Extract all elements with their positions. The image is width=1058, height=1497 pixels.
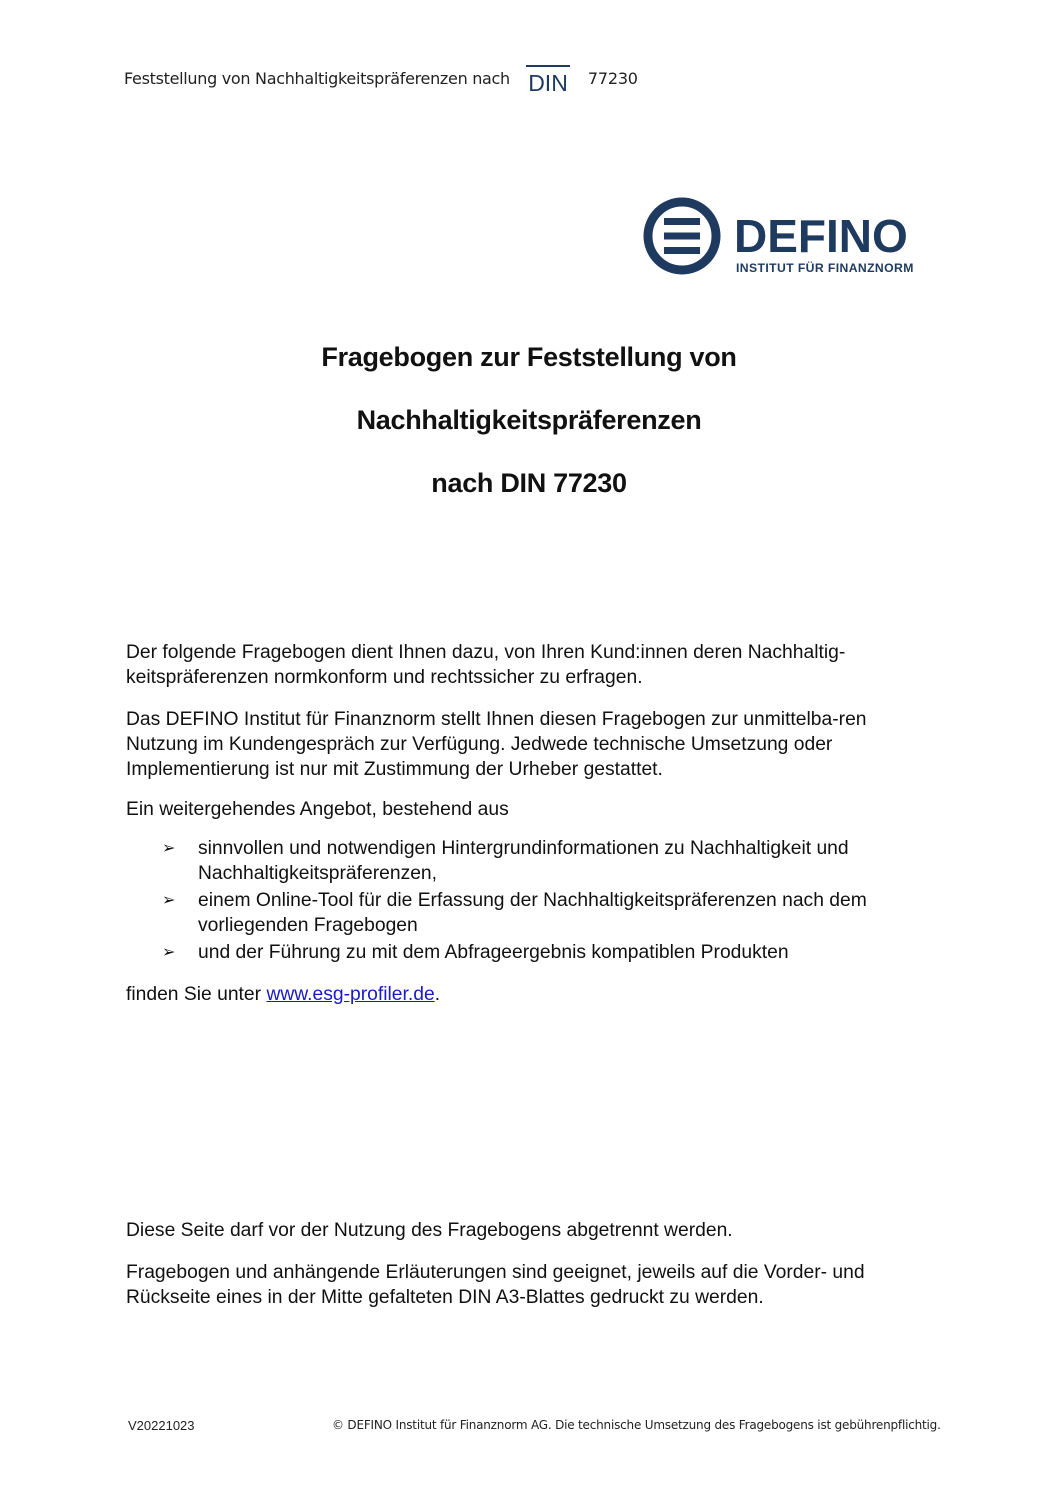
logo-subtitle: INSTITUT FÜR FINANZNORM	[736, 261, 914, 275]
arrow-bullet-icon: ➢	[162, 944, 176, 961]
header-number: 77230	[587, 68, 638, 88]
list-item: ➢ sinnvollen und notwendigen Hintergrundinformationen zu Nachhaltigkeit und Nachhaltigkeitspräferenzen,	[162, 838, 849, 884]
paragraph-separate: Diese Seite darf vor der Nutzung des Fragebogens abgetrennt werden.	[126, 1220, 733, 1241]
paragraph-link: finden Sie unter www.esg-profiler.de.	[126, 984, 441, 1005]
paragraph-intro: Der folgende Fragebogen dient Ihnen dazu, von Ihren Kund:innen deren Nachhaltig-keitspräferenzen normkonform und rechtssicher zu erfragen.	[126, 642, 846, 688]
defino-emblem-icon	[648, 202, 716, 270]
paragraph-print: Fragebogen und anhängende Erläuterungen sind geeignet, jeweils auf die Vorder- und Rückseite eines in der Mitte gefalteten DIN A3-Blattes gedruckt zu werden.	[126, 1262, 865, 1308]
footer-copyright: © DEFINO Institut für Finanznorm AG. Die technische Umsetzung des Fragebogens ist gebührenpflichtig.	[332, 1418, 941, 1432]
paragraph-usage: Das DEFINO Institut für Finanznorm stellt Ihnen diesen Fragebogen zur unmittelba-ren Nutzung im Kundengespräch zur Verfügung. Jedwede technische Umsetzung oder Implementierung ist nur mit Zustimmung der Urheber gestattet.	[126, 709, 867, 780]
arrow-bullet-icon: ➢	[162, 892, 176, 909]
header-text: Feststellung von Nachhaltigkeitspräferenzen nach	[124, 68, 510, 88]
logo-name: DEFINO	[734, 210, 908, 262]
din-logo-icon	[526, 65, 570, 95]
offer-list	[162, 836, 922, 967]
paragraph-offer: Ein weitergehendes Angebot, bestehend aus	[126, 799, 509, 820]
title-line-2: Nachhaltigkeitspräferenzen	[356, 405, 702, 435]
list-item: ➢ und der Führung zu mit dem Abfrageergebnis kompatiblen Produkten	[162, 942, 789, 963]
esg-profiler-link[interactable]: www.esg-profiler.de	[266, 984, 435, 1005]
arrow-bullet-icon: ➢	[162, 840, 176, 857]
title-line-3: nach DIN 77230	[431, 468, 627, 498]
list-item: ➢ einem Online-Tool für die Erfassung der Nachhaltigkeitspräferenzen nach dem vorliegenden Fragebogen	[162, 890, 867, 936]
footer-version: V20221023	[128, 1418, 195, 1433]
svg-text:DIN: DIN	[528, 70, 568, 95]
page-header	[124, 63, 638, 93]
defino-logo	[642, 196, 932, 276]
title-line-1: Fragebogen zur Feststellung von	[321, 342, 737, 372]
